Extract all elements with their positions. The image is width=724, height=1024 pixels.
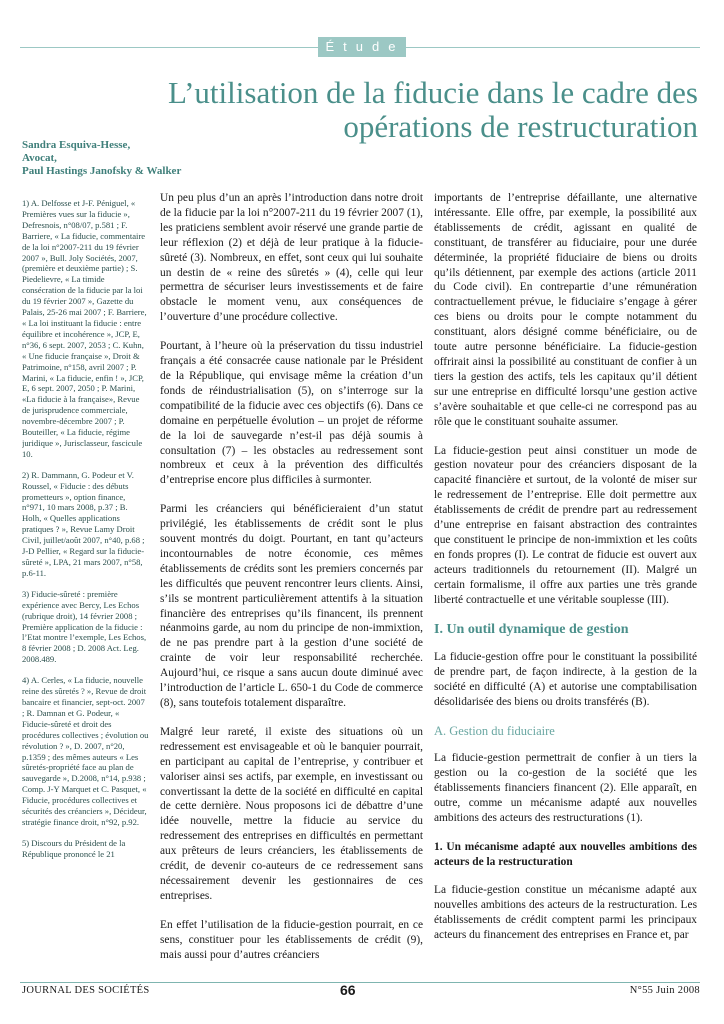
- footnote: 1) A. Delfosse et J-F. Péniguel, « Premières vues sur la fiducie », Defresnois, n°08/07, p.581 ; F. Barriere, « La fiducie, commentaire de la loi n°2007-211 du 19 février 2007 », Bull. Joly Sociétés, 2007, (première et deuxième partie) ; S. Piedelievre, « La timide consécration de la fiducie par la loi du 19 février 2007 », Gazette du Palais, 25-26 mai 2007 ; F. Barriere, « La loi instituant la fiducie : entre équilibre et incohérence », JCP, E, n°36, 6 sept. 2007, 2053 ; C. Kuhn, « Une fiducie française », Droit & Patrimoine, n°158, avril 2007 ; P. Marini, « La fiducie, enfin ! », JCP, E, 6 sept. 2007, 2050 ; P. Marini, «La fiducie à la française», Revue de jurisprudence commerciale, novembre-décembre 2007 ; P. Bouteiller, « La fiducie, régime juridique », Jurisclasseur, fascicule 10.: [22, 198, 147, 459]
- journal-name: JOURNAL DES SOCIÉTÉS: [22, 985, 150, 996]
- issue-date: N°55 Juin 2008: [629, 985, 700, 996]
- author-name: Sandra Esquiva-Hesse,: [22, 139, 131, 151]
- paragraph: Un peu plus d’un an après l’introduction dans notre droit de la fiducie par la loi n°2007-211 du 19 février 2007 (1), les praticiens semblent avoir réservé une grande partie de leur réflexion (2) et déjà de leur pratique à la fiducie-sûreté (3). Nombreux, en effet, sont ceux qui lui souhaite un destin de « reine des sûretés » (4), celle qui leur permettra de sécuriser leurs investissements et de faire obstacle le moment venu, aux conséquences de l’ouverture d’une procédure collective.: [160, 192, 423, 324]
- paragraph: Parmi les créanciers qui bénéficieraient d’un statut privilégié, les établissements de crédit sont le plus souvent montrés du doigt. Pourtant, en tant qu’acteurs incontournables de notre économie, ces mêmes établissements de crédits sont les premiers concernés par les difficultés que peuvent rencontrer leurs clients. Ainsi, s’ils se montrent particulièrement attentifs à la situation financière des entreprises qu’ils financent, ils prennent néanmoins garde, au nom du principe de non-immixtion, de ne pas prendre part à la gestion d’une société de crainte de voir leur responsabilité recherchée. Aujourd’hui, ce risque a sans aucun doute diminué avec l’introduction de l’article L. 650-1 du Code de commerce (8), sans toutefois totalement disparaître.: [160, 503, 423, 709]
- footer-rule: [20, 982, 700, 983]
- paragraph: Malgré leur rareté, il existe des situations où un redressement est envisageable et où le banquier pourrait, en participant au capital de l’entreprise, y contribuer et valoriser ainsi ses actifs, par exemple, en investissant ou convertissant la dette de la société en difficulté en capital de cette dernière. Nous proposons ici de débattre d’une idée nouvelle, mettre la fiducie au service du redressement des entreprises en difficultés en permettant aux prêteurs de leurs créanciers, les établissements de crédit, de devenir co-auteurs de ce redressement sans nécessairement devenir les gestionnaires de ces entreprises.: [160, 725, 423, 902]
- footnote: 2) R. Dammann, G. Podeur et V. Roussel, « Fiducie : des débuts prometteurs », option finance, n°971, 10 mars 2008, p.37 ; B. Holh, « Quelles applications pratiques ? », Revue Lamy Droit Civil, juillet/août 2007, n°40, p.68 ; J-D Pellier, « Regard sur la fiducie-sûreté », LPA, 21 mars 2007, n°58, p.6-11.: [22, 469, 145, 578]
- author-role: Avocat,: [22, 152, 57, 164]
- body-column-1: [160, 191, 423, 976]
- paragraph: La fiducie-gestion constitue un mécanisme adapté aux nouvelles ambitions des acteurs de la restructuration. Les établissements de crédit comptent parmi les principaux acteurs du financement des entreprises en France et, par: [434, 884, 697, 942]
- author-block: [22, 139, 242, 178]
- subsubsection-heading: 1. Un mécanisme adapté aux nouvelles ambitions des acteurs de la restructuration: [434, 840, 697, 868]
- section-heading: I. Un outil dynamique de gestion: [434, 622, 629, 638]
- article-title: L’utilisation de la fiducie dans le cadre des opérations de restructuration: [168, 75, 698, 144]
- paragraph: La fiducie-gestion permettrait de confier à un tiers la gestion ou la co-gestion de la société que les établissements financiers financent (2). Elle apparaît, en outre, comme un mécanisme adapté aux nouvelles ambitions des acteurs des restructurations (1).: [434, 752, 697, 824]
- footnote: 3) Fiducie-sûreté : première expérience avec Bercy, Les Echos (rubrique droit), 14 février 2008 ; Première application de la fiducie : l’Etat montre l’exemple, Les Echos, 8 février 2008 ; D. 2008 Act. Leg. 2008.489.: [22, 588, 147, 665]
- footnote: 4) A. Cerles, « La fiducie, nouvelle reine des sûretés ? », Revue de droit bancaire et financier, sept-oct. 2007 ; R. Damnan et G. Podeur, « Fiducie-sûreté et droit des procédures collectives ; évolution ou révolution ? », D. 2007, n°20, p.1359 ; des mêmes auteurs « Les sûretés-propriété face au plan de sauvegarde », D.2008, n°14, p.938 ; Comp. J-Y Marquet et C. Pasquet, « Fiducie, procédures collectives et sécurités des créanciers », Décideur, stratégie finance droit, n°92, p.92.: [22, 675, 149, 827]
- subsection-heading: A. Gestion du fiduciaire: [434, 724, 555, 739]
- author-firm: Paul Hastings Janofsky & Walker: [22, 165, 182, 177]
- footnotes-column: [22, 198, 149, 976]
- body-column-2: [434, 191, 697, 976]
- page-number: 66: [340, 982, 356, 998]
- section-tag: Étude: [318, 37, 406, 57]
- footnote: 5) Discours du Président de la République prononcé le 21: [22, 837, 126, 859]
- paragraph: La fiducie-gestion peut ainsi constituer un mode de gestion novateur pour des créanciers disposant de la capacité financière et surtout, de la volonté de miser sur le redressement de l’entreprise. Elle doit permettre aux établissements de crédit de prendre part au redressement d’une entreprise en faisant abstraction des contraintes que constituent le principe de non-immixtion et les coûts en fonds propres (I). Le contrat de fiducie est ouvert aux acteurs traditionnels du retournement (II). Malgré un certain formalisme, il offre aux parties une très grande liberté contractuelle et une véritable souplesse (III).: [434, 444, 697, 606]
- paragraph: importants de l’entreprise défaillante, une alternative intéressante. Elle offre, par exemple, la possibilité aux établissements de crédit, agissant en qualité de constituant, de transférer au fiduciaire, pour une durée déterminée, la propriété fiduciaire de biens ou droits qu’ils détiennent, par exemple des actions (article 2011 du Code civil). En contrepartie d’une rémunération contractuellement prévue, le fiduciaire s’engage à gérer ces biens ou droits pour le compte notamment du constituant, alors désigné comme bénéficiaire, ou de toute autre personne bénéficiaire. La fiducie-gestion offrirait ainsi la possibilité au constituant de confier à un tiers la gestion des actifs, tels les capitaux qu’il détient sur une entreprise en difficulté lorsqu’une gestion active s’avère souhaitable et que celle-ci ne correspond pas au rôle que le constituant souhaite assumer.: [434, 192, 697, 428]
- paragraph: La fiducie-gestion offre pour le constituant la possibilité de prendre part, de façon indirecte, à la gestion de la société en difficulté (A) et autorise une comptabilisation désolidarisée des biens ou droits transférés (B).: [434, 651, 697, 709]
- paragraph: Pourtant, à l’heure où la préservation du tissu industriel français a été consacrée cause nationale par le Président de la République, qui envisage même la création d’un fonds de réindustrialisation (5), on s’interroge sur la compatibilité de la fiducie avec ces objectifs (6). Dans ce domaine en perpétuelle évolution – un projet de réforme de la loi de sauvegarde n’est-il pas déjà soumis à consultation (7) – les obstacles au redressement sont nombreux et ceux à la prévention des difficultés d’entreprise encore plus difficiles à surmonter.: [160, 340, 423, 487]
- paragraph: En effet l’utilisation de la fiducie-gestion pourrait, en ce sens, constituer pour les établissements de crédit (9), mais aussi pour d’autres créanciers: [160, 918, 423, 961]
